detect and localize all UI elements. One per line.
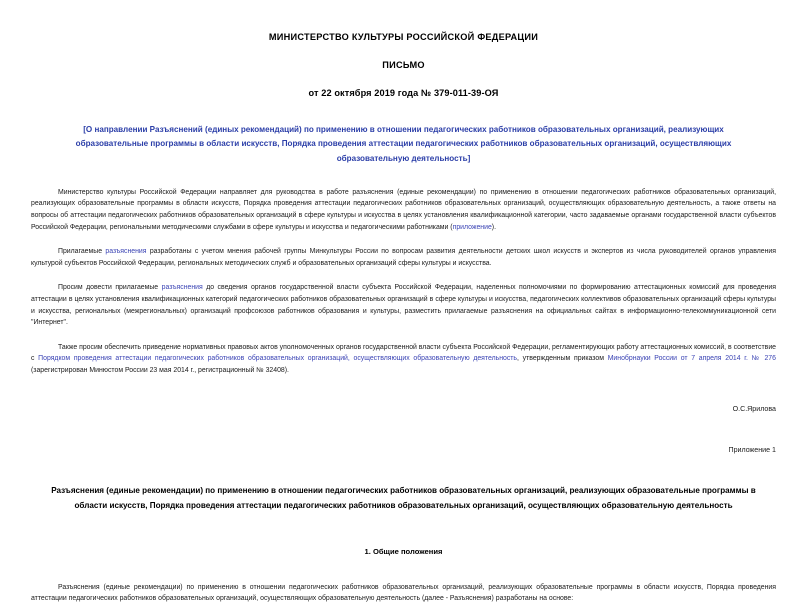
paragraph-1 <box>31 187 776 233</box>
section-heading-general-provisions: 1. Общие положения <box>364 546 443 556</box>
paragraph-2-text-b: разработаны с учетом мнения рабочей группы Минкультуры России по вопросам развития деятельности детских школ искусств и экспертов из числа руководителей органов управления культурой субъектов Российской Федерации, региональных методических служб и образовательных организаций сферы культуры и искусства. <box>31 248 777 267</box>
document-header <box>31 31 776 99</box>
paragraph-4-text-c: (зарегистрирован Минюстом России 23 мая 2014 г., регистрационный № 32408). <box>31 367 289 375</box>
signatory-name: О.С.Ярилова <box>732 404 776 413</box>
paragraph-3-text-a: Просим довести прилагаемые <box>58 284 162 292</box>
link-prikaz-minobrnauki[interactable]: Минобрнауки России от 7 апреля 2014 г. № 276 <box>607 355 776 363</box>
paragraph-4-text-b: , утвержденным приказом <box>517 355 608 363</box>
organization-name: МИНИСТЕРСТВО КУЛЬТУРЫ РОССИЙСКОЙ ФЕДЕРАЦИИ <box>268 32 539 42</box>
paragraph-2-text-a: Прилагаемые <box>58 248 106 256</box>
paragraph-1-text-b: ). <box>491 223 497 231</box>
paragraph-4 <box>31 342 776 377</box>
paragraph-3-text-b: до сведения органов государственной власти субъекта Российской Федерации, наделенных полномочиями по формированию аттестационных комиссий для проведения аттестации в целях установления квалификационных категорий педагогических работников образовательных организаций в сфере культуры и искусства, педагогических коллективов образовательных организаций сферы культуры и искусства, региональных (межрегиональных) организаций профсоюзов работников образования и культуры, разместить прилагаемые разъяснения на официальных сайтах в информационно-телекоммуникационной сети "Интернет". <box>31 284 776 327</box>
appendix-paragraph-1: Разъяснения (единые рекомендации) по применению в отношении педагогических работников образовательных организаций, реализующих образовательные программы в области искусств, Порядка проведения аттестации педагогических работников образовательных организаций, осуществляющих образовательную деятельность (далее - Разъяснения) разработаны на основе: <box>31 583 776 603</box>
document-subject: [О направлении Разъяснений (единых рекомендаций) по применению в отношении педагогических работников образовательных организаций, реализующих образовательные программы в области искусств, Порядка проведения аттестации педагогических работников образовательных организаций, осуществляющих образовательную деятельность] <box>75 125 732 163</box>
paragraph-1-text-a: Министерство культуры Российской Федерации направляет для руководства в работе разъяснения (единые рекомендации) по применению в отношении педагогических работников образовательных организаций, реализующих образовательные программы в области искусств, Порядка проведения аттестации педагогических работников образовательных организаций, осуществляющих образовательную деятельность, а также ответы на вопросы об аттестации педагогических работников образовательных организаций в сфере культуры и искусства в целях установления квалификационной категории, часто задаваемые органами государственной власти субъектов Российской Федерации, региональными методическими службами в сфере культуры и искусства и педагогическими работниками ( <box>31 188 776 231</box>
paragraph-2 <box>31 246 776 269</box>
appendix-body <box>31 582 776 605</box>
document-date-number: от 22 октября 2019 года № 379-011-39-ОЯ <box>308 88 499 98</box>
link-razyasneniya-1[interactable]: разъяснения <box>105 248 147 256</box>
link-prilozhenie[interactable]: приложение <box>452 223 492 231</box>
letter-body <box>31 187 776 377</box>
document-kind: ПИСЬМО <box>382 60 425 70</box>
link-razyasneniya-2[interactable]: разъяснения <box>161 284 203 292</box>
link-poryadok-attestacii[interactable]: Порядком проведения аттестации педагогических работников образовательных организаций, осуществляющих образовательную деятельность <box>38 355 518 363</box>
appendix-title: Разъяснения (единые рекомендации) по применению в отношении педагогических работников образовательных организаций, реализующих образовательные программы в области искусств, Порядка проведения аттестации педагогических работников образовательных организаций, осуществляющих образовательную деятельность <box>51 485 756 510</box>
paragraph-4-text-a: Также просим обеспечить приведение нормативных правовых актов уполномоченных органов государственной власти субъекта Российской Федерации, регламентирующих работу аттестационных комиссий, в соответствие с <box>31 343 776 363</box>
paragraph-3 <box>31 282 776 328</box>
appendix-label: Приложение 1 <box>728 445 776 454</box>
document-page <box>0 31 807 602</box>
